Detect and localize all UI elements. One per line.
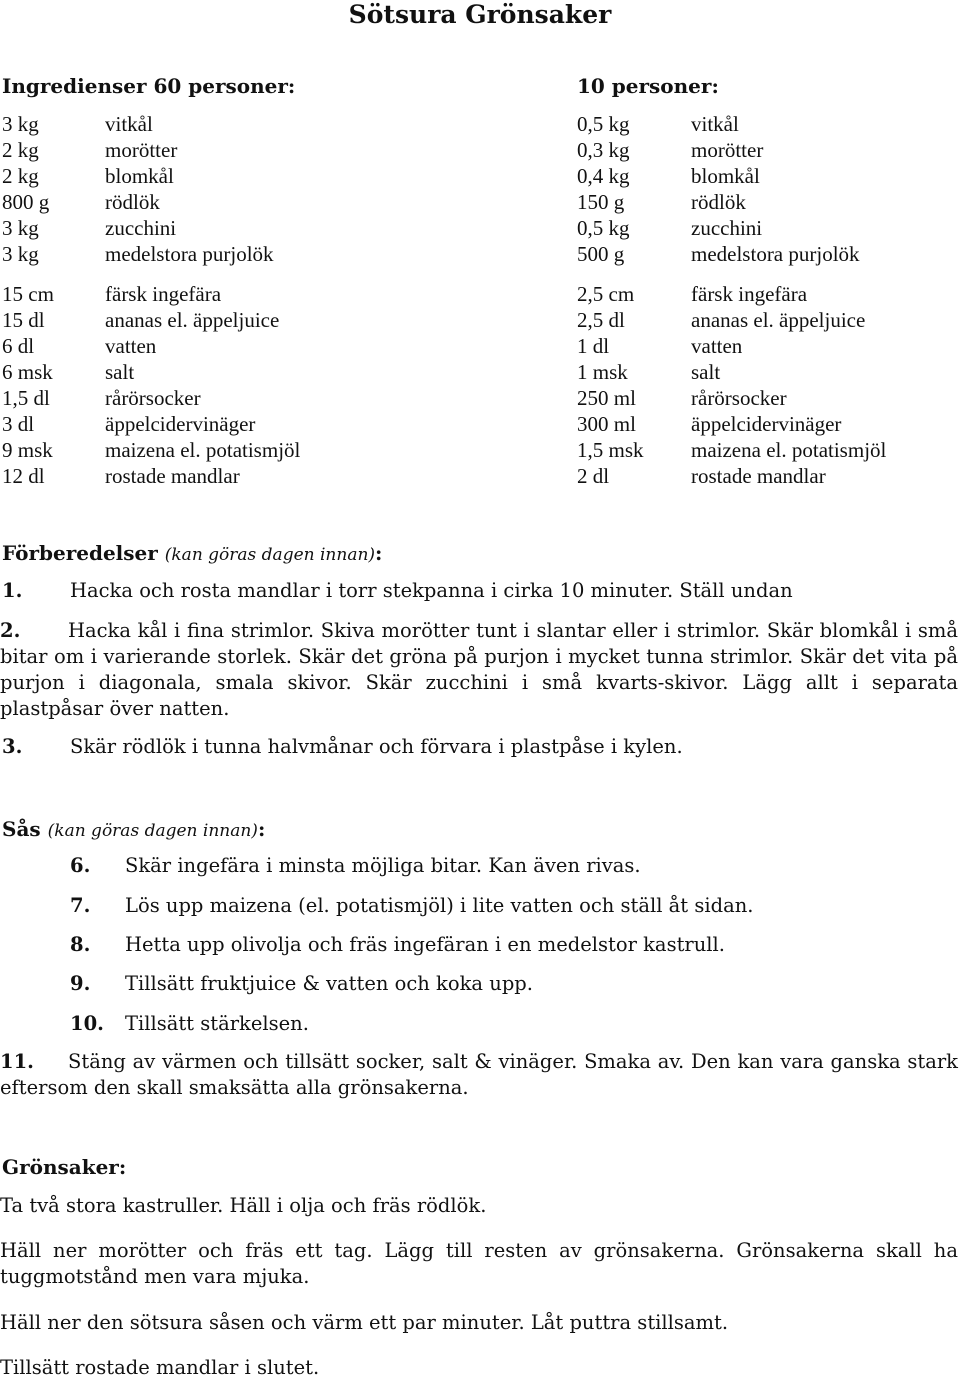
page-title: Sötsura Grönsaker <box>348 0 612 29</box>
sauce-step-7 <box>70 893 753 932</box>
ingredient-row <box>2 333 300 359</box>
step-text: Stäng av värmen och tillsätt socker, salt & vinäger. Smaka av. Den kan vara ganska stark eftersom den skall smaksätta alla grönsakerna. <box>0 1050 958 1099</box>
ingredient-item: rårörsocker <box>105 386 201 410</box>
ingredient-row <box>577 437 886 463</box>
sauce-heading-note: (kan göras dagen innan) <box>47 821 258 841</box>
ingredient-item: ananas el. äppeljuice <box>105 308 280 332</box>
ingredient-row <box>577 137 886 163</box>
step-text: Hacka och rosta mandlar i torr stekpanna i cirka 10 minuter. Ställ undan <box>70 579 793 602</box>
ingredient-item: vatten <box>105 334 157 358</box>
sauce-step-11 <box>0 1049 958 1101</box>
ingredient-item: rårörsocker <box>691 386 787 410</box>
ingredient-qty: 2,5 cm <box>577 282 635 306</box>
sauce-step-9 <box>70 971 753 1011</box>
ingredient-row <box>2 463 300 489</box>
ingredient-list-10 <box>577 111 886 489</box>
ingredient-qty: 500 g <box>577 242 625 266</box>
ingredient-item: medelstora purjolök <box>691 242 860 266</box>
ingredient-item: salt <box>105 360 135 384</box>
ingredient-row <box>577 111 886 137</box>
sauce-heading-label: Sås <box>2 817 41 841</box>
ingredient-item: salt <box>691 360 721 384</box>
ingredient-item: vitkål <box>691 112 739 136</box>
sauce-heading <box>2 817 265 843</box>
veg-paragraph-3: Häll ner den sötsura såsen och värm ett par minuter. Låt puttra stillsamt. <box>0 1311 729 1334</box>
ingredient-list-60 <box>2 111 300 489</box>
ingredient-row <box>2 241 300 267</box>
prep-step-2 <box>0 618 958 722</box>
prep-step-3 <box>2 734 958 760</box>
ingredient-qty: 0,5 kg <box>577 112 630 136</box>
ingredient-row <box>2 411 300 437</box>
ingredient-qty: 2 kg <box>2 138 39 162</box>
ingredient-item: vitkål <box>105 112 153 136</box>
step-number: 2. <box>0 619 21 642</box>
step-text: Tillsätt stärkelsen. <box>125 1012 309 1035</box>
ingredient-row <box>2 163 300 189</box>
ingredient-row <box>2 385 300 411</box>
sauce-step-8 <box>70 932 753 971</box>
step-number: 8. <box>70 933 91 956</box>
step-text: Skär ingefära i minsta möjliga bitar. Kan även rivas. <box>125 854 641 877</box>
ingredient-qty: 250 ml <box>577 386 636 410</box>
ingredient-qty: 1,5 dl <box>2 386 50 410</box>
ingredient-item: maizena el. potatismjöl <box>691 438 887 462</box>
ingredient-qty: 1,5 msk <box>577 438 644 462</box>
prep-heading-label: Förberedelser <box>2 541 158 565</box>
ingredient-qty: 800 g <box>2 190 50 214</box>
ingredient-item: morötter <box>105 138 178 162</box>
ingredient-qty: 2,5 dl <box>577 308 625 332</box>
step-number: 11. <box>0 1050 34 1073</box>
sauce-steps <box>70 853 753 1037</box>
ingredients-heading-60: Ingredienser 60 personer: <box>2 74 296 98</box>
step-text: Hetta upp olivolja och fräs ingefäran i en medelstor kastrull. <box>125 933 725 956</box>
ingredient-row <box>577 463 886 489</box>
ingredient-qty: 15 dl <box>2 308 45 332</box>
ingredient-qty: 1 dl <box>577 334 610 358</box>
ingredient-row <box>2 437 300 463</box>
ingredient-row <box>2 307 300 333</box>
veg-paragraph-2: Häll ner morötter och fräs ett tag. Lägg till resten av grönsakerna. Grönsakerna skall ha tuggmotstånd men vara mjuka. <box>0 1239 958 1288</box>
ingredient-item: ananas el. äppeljuice <box>691 308 866 332</box>
sauce-step-6 <box>70 853 753 893</box>
step-number: 10. <box>70 1012 104 1035</box>
ingredient-item: morötter <box>691 138 764 162</box>
ingredient-row <box>577 281 886 307</box>
ingredient-qty: 15 cm <box>2 282 54 306</box>
ingredient-qty: 0,4 kg <box>577 164 630 188</box>
ingredient-qty: 2 dl <box>577 464 610 488</box>
ingredient-row <box>2 137 300 163</box>
prep-step-1 <box>2 578 958 604</box>
ingredient-item: zucchini <box>691 216 763 240</box>
ingredient-qty: 2 kg <box>2 164 39 188</box>
ingredient-item: blomkål <box>691 164 760 188</box>
step-text: Skär rödlök i tunna halvmånar och förvara i plastpåse i kylen. <box>70 735 683 758</box>
sauce-step-10 <box>70 1011 753 1037</box>
ingredient-qty: 0,5 kg <box>577 216 630 240</box>
ingredient-row <box>577 163 886 189</box>
step-number: 3. <box>2 735 23 758</box>
ingredient-item: färsk ingefära <box>691 282 808 306</box>
ingredients-heading-10: 10 personer: <box>577 74 719 98</box>
ingredient-qty: 300 ml <box>577 412 636 436</box>
veg-paragraph-1: Ta två stora kastruller. Häll i olja och fräs rödlök. <box>0 1194 487 1217</box>
group-gap <box>577 267 886 281</box>
ingredient-item: medelstora purjolök <box>105 242 274 266</box>
ingredient-row <box>2 281 300 307</box>
ingredient-row <box>577 189 886 215</box>
ingredient-row <box>577 215 886 241</box>
ingredient-row <box>2 189 300 215</box>
ingredient-item: rödlök <box>691 190 746 214</box>
step-text: Lös upp maizena (el. potatismjöl) i lite vatten och ställ åt sidan. <box>125 894 754 917</box>
ingredient-qty: 3 kg <box>2 242 39 266</box>
step-text: Tillsätt fruktjuice & vatten och koka upp. <box>125 972 533 995</box>
step-number: 1. <box>2 579 23 602</box>
step-number: 6. <box>70 854 91 877</box>
ingredient-item: rostade mandlar <box>691 464 826 488</box>
prep-heading-colon: : <box>375 541 383 565</box>
veg-heading: Grönsaker: <box>2 1155 127 1179</box>
ingredient-qty: 1 msk <box>577 360 628 384</box>
ingredient-item: rödlök <box>105 190 160 214</box>
ingredient-row <box>577 307 886 333</box>
ingredient-qty: 6 dl <box>2 334 35 358</box>
sauce-heading-colon: : <box>257 817 266 841</box>
ingredient-row <box>2 111 300 137</box>
ingredient-row <box>2 359 300 385</box>
ingredient-item: färsk ingefära <box>105 282 222 306</box>
step-text: Hacka kål i fina strimlor. Skiva morötter tunt i slantar eller i strimlor. Skär blomkål i små bitar om i varierande storlek. Skär det gröna på purjon i mycket tunna strimlor. Skär det vita på purjon i diagonala, smala skivor. Skär zucchini i små kvarts-skivor. Lägg allt i separata plastpåsar över natten. <box>0 619 958 720</box>
ingredient-item: äppelcidervinäger <box>691 412 842 436</box>
ingredient-qty: 3 kg <box>2 112 39 136</box>
prep-heading-note: (kan göras dagen innan) <box>164 545 376 565</box>
step-number: 9. <box>70 972 91 995</box>
ingredient-row <box>577 411 886 437</box>
ingredient-qty: 9 msk <box>2 438 53 462</box>
ingredient-row <box>577 385 886 411</box>
ingredient-item: maizena el. potatismjöl <box>105 438 301 462</box>
ingredient-qty: 6 msk <box>2 360 53 384</box>
ingredient-item: vatten <box>691 334 743 358</box>
ingredient-qty: 3 dl <box>2 412 35 436</box>
ingredient-item: blomkål <box>105 164 174 188</box>
ingredient-item: zucchini <box>105 216 177 240</box>
group-gap <box>2 267 300 281</box>
veg-paragraph-4: Tillsätt rostade mandlar i slutet. <box>0 1356 320 1379</box>
ingredient-qty: 150 g <box>577 190 625 214</box>
prep-heading <box>2 541 382 567</box>
ingredient-item: rostade mandlar <box>105 464 240 488</box>
ingredient-item: äppelcidervinäger <box>105 412 256 436</box>
ingredient-row <box>2 215 300 241</box>
ingredient-row <box>577 333 886 359</box>
ingredient-qty: 0,3 kg <box>577 138 630 162</box>
step-number: 7. <box>70 894 91 917</box>
ingredient-row <box>577 359 886 385</box>
ingredient-qty: 3 kg <box>2 216 39 240</box>
ingredient-qty: 12 dl <box>2 464 45 488</box>
ingredient-row <box>577 241 886 267</box>
